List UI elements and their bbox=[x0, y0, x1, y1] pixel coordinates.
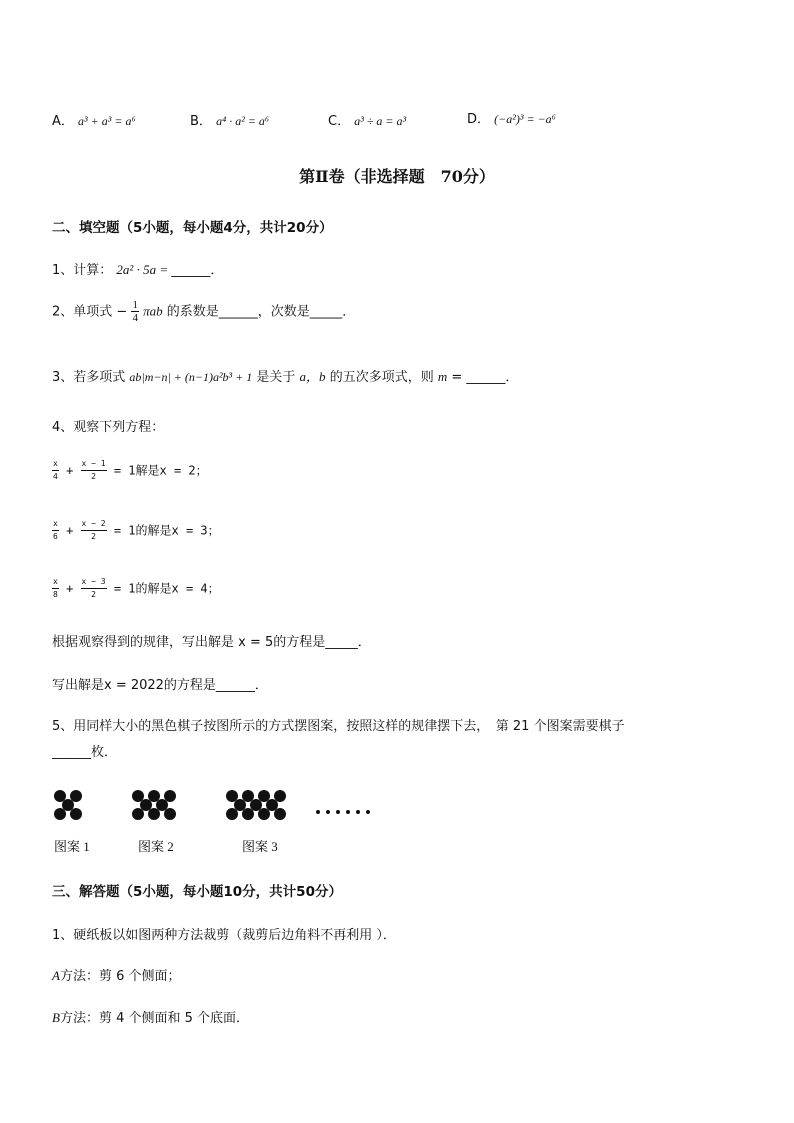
method-a-text: 方法：剪 6 个侧面； bbox=[59, 969, 181, 984]
denominator: 8 bbox=[53, 589, 58, 599]
method-b-text: 方法：剪 4 个侧面和 5 个底面． bbox=[59, 1011, 250, 1026]
fraction-denominator: 4 bbox=[132, 312, 138, 324]
option-c bbox=[328, 110, 406, 129]
answer-q1-text: 1、硬纸板以如图两种方法裁剪（裁剪后边角料不再利用 ）． bbox=[52, 928, 396, 943]
ellipsis-dot bbox=[326, 810, 330, 814]
option-d-label: D． bbox=[467, 112, 491, 127]
fill-q1-expression: 2a² · 5a = bbox=[116, 262, 172, 277]
denominator: 4 bbox=[53, 471, 58, 481]
fill-q1-text: 1、计算： bbox=[52, 263, 113, 278]
fill-q1 bbox=[52, 259, 223, 278]
chess-piece bbox=[54, 808, 66, 820]
fill-q2-post: 的系数是______，次数是_____． bbox=[166, 304, 356, 320]
equation-2 bbox=[52, 520, 220, 542]
option-d-expression: (−a²)³ = −a⁶ bbox=[494, 112, 556, 126]
ellipsis-dot bbox=[346, 810, 350, 814]
option-b bbox=[190, 110, 269, 129]
numerator: x − 3 bbox=[81, 578, 107, 589]
numerator: x bbox=[52, 578, 59, 589]
method-b bbox=[52, 1007, 249, 1026]
fill-q3-m: m bbox=[437, 369, 448, 384]
method-b-var: B bbox=[52, 1010, 60, 1025]
option-c-label: C． bbox=[328, 114, 351, 129]
chess-piece bbox=[258, 808, 270, 820]
chess-piece bbox=[132, 808, 144, 820]
ellipsis-dot bbox=[366, 810, 370, 814]
fill-q4-line1: 根据观察得到的规律，写出解是 x = 5的方程是_____． bbox=[52, 635, 371, 650]
denominator: 2 bbox=[91, 531, 96, 541]
chess-piece bbox=[226, 808, 238, 820]
fill-q2-variables: πab bbox=[143, 303, 163, 319]
fill-q1-blank: ______． bbox=[171, 263, 224, 278]
numerator: x bbox=[52, 460, 59, 471]
equation-tail: = 1的解是x = 3； bbox=[113, 523, 220, 538]
denominator: 6 bbox=[53, 531, 58, 541]
option-b-expression: a⁴ · a² = a⁶ bbox=[216, 114, 270, 128]
numerator: x bbox=[52, 520, 59, 531]
equation-tail: = 1解是x = 2； bbox=[113, 463, 208, 478]
option-a-expression: a³ + a³ = a⁶ bbox=[78, 114, 136, 128]
chess-piece bbox=[148, 808, 160, 820]
ellipsis-dot bbox=[316, 810, 320, 814]
fill-q3 bbox=[52, 366, 518, 385]
option-a-label: A． bbox=[52, 114, 74, 129]
option-b-label: B． bbox=[190, 114, 212, 129]
equation-tail: = 1的解是x = 4； bbox=[113, 581, 220, 596]
ellipsis-dot bbox=[336, 810, 340, 814]
section-3-heading: 三、解答题（5小题，每小题10分，共计50分） bbox=[52, 884, 342, 900]
fill-q3-post: 的五次多项式，则 bbox=[329, 370, 438, 385]
chess-piece bbox=[164, 808, 176, 820]
denominator: 2 bbox=[91, 589, 96, 599]
fill-q2 bbox=[52, 300, 355, 324]
fill-q3-vars: a，b bbox=[299, 369, 326, 384]
chess-piece bbox=[274, 808, 286, 820]
equation-fraction bbox=[81, 520, 107, 542]
denominator: 2 bbox=[91, 471, 96, 481]
method-a-var: A bbox=[52, 968, 60, 983]
fill-q2-pre: 2、单项式 − bbox=[52, 304, 128, 320]
method-a bbox=[52, 965, 181, 984]
pattern-1-caption: 图案 1 bbox=[54, 839, 90, 854]
option-c-expression: a³ ÷ a = a³ bbox=[354, 114, 407, 128]
pattern-3-caption: 图案 3 bbox=[242, 839, 278, 854]
equation-fraction bbox=[81, 578, 107, 600]
fill-q5-line2: ______枚． bbox=[52, 745, 118, 760]
fill-q3-pre: 3、若多项式 bbox=[52, 370, 130, 385]
plus-sign: + bbox=[66, 581, 81, 596]
pattern-2-caption: 图案 2 bbox=[138, 839, 174, 854]
fraction-numerator: 1 bbox=[132, 299, 138, 311]
fill-q3-mid: 是关于 bbox=[256, 370, 300, 385]
option-d bbox=[467, 108, 556, 127]
fill-q3-expression: ab|m−n| + (n−1)a²b³ + 1 bbox=[129, 370, 253, 384]
equation-3 bbox=[52, 578, 220, 600]
equation-fraction bbox=[52, 520, 59, 542]
plus-sign: + bbox=[66, 523, 81, 538]
fill-q4-intro: 4、观察下列方程： bbox=[52, 420, 165, 435]
numerator: x − 2 bbox=[81, 520, 107, 531]
chess-piece bbox=[70, 808, 82, 820]
fill-q5-line1: 5、用同样大小的黑色棋子按图所示的方式摆图案，按照这样的规律摆下去， 第 21 个图案需要棋子 bbox=[52, 719, 625, 734]
numerator: x − 1 bbox=[81, 460, 107, 471]
section-2-heading: 二、填空题（5小题，每小题4分，共计20分） bbox=[52, 220, 333, 236]
fill-q2-fraction bbox=[131, 300, 139, 324]
chess-piece bbox=[242, 808, 254, 820]
ellipsis-dot bbox=[356, 810, 360, 814]
equation-1 bbox=[52, 460, 208, 482]
fill-q4-line2: 写出解是x = 2022的方程是______． bbox=[52, 678, 268, 693]
part-title: 第Ⅱ卷（非选择题 70分） bbox=[299, 167, 495, 186]
equation-fraction bbox=[52, 578, 59, 600]
equation-fraction bbox=[52, 460, 59, 482]
equation-fraction bbox=[81, 460, 107, 482]
option-a bbox=[52, 110, 136, 129]
fill-q3-end: = ______． bbox=[451, 370, 519, 385]
plus-sign: + bbox=[66, 463, 81, 478]
